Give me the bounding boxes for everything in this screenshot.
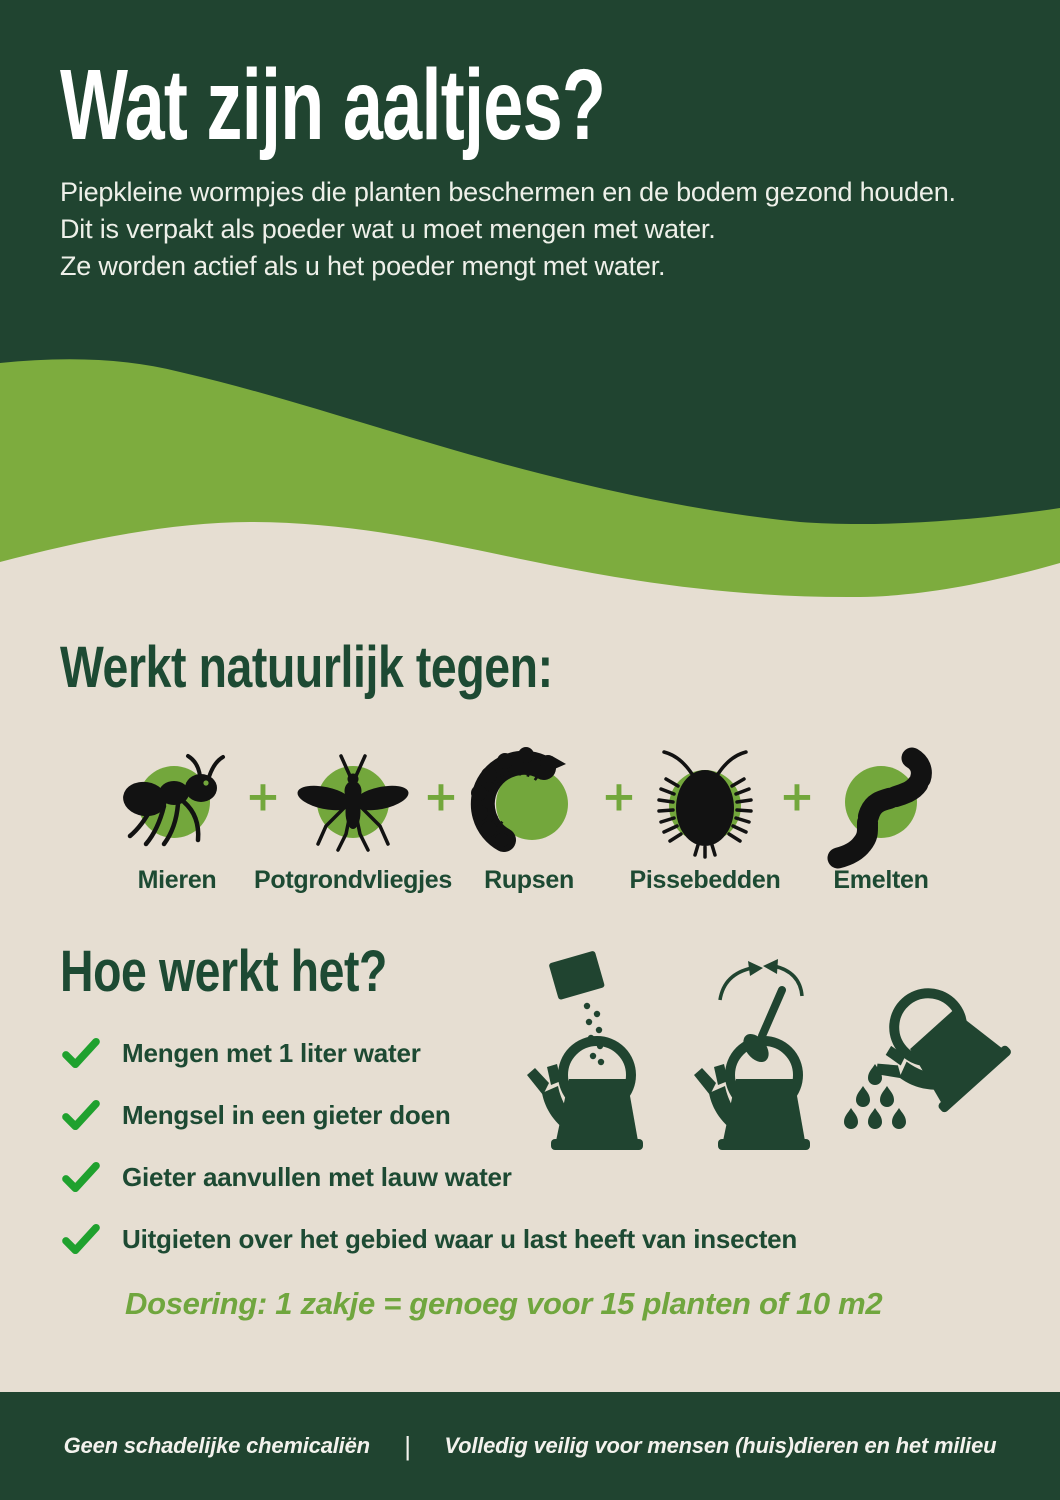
footer-divider: | (403, 1430, 411, 1461)
pest-label: Rupsen (484, 866, 574, 894)
pour-powder-into-can-icon (523, 948, 668, 1153)
pouring-watering-can-icon (845, 945, 1020, 1140)
pest-row (89, 744, 969, 895)
checkmark-icon (62, 1099, 100, 1131)
checkmark-icon (62, 1037, 100, 1069)
step-label: Mengsel in een gieter doen (122, 1099, 451, 1130)
dosage-note: Dosering: 1 zakje = genoeg voor 15 planten of 10 m2 (125, 1286, 883, 1321)
pest-label: Mieren (137, 866, 217, 894)
leatherjacket-icon (816, 744, 946, 862)
fungus-gnat-icon (288, 744, 418, 862)
pest-label: Potgrondvliegjes (254, 866, 453, 894)
footer-bar (0, 1392, 1060, 1500)
footer-claim-left: Geen schadelijke chemicaliën (63, 1433, 370, 1458)
intro-line: Ze worden actief als u het poeder mengt met water. (60, 251, 666, 281)
woodlouse-icon (640, 744, 770, 862)
pest-item-potgrondvliegjes (254, 744, 453, 895)
pest-item-emelten (793, 744, 969, 895)
how-it-works-heading: Hoe werkt het? (60, 939, 387, 1004)
footer-claim-right: Volledig veilig voor mensen (huis)dieren en het milieu (444, 1433, 997, 1458)
pest-item-rupsen (441, 744, 617, 895)
checkmark-icon (62, 1161, 100, 1193)
step-label: Uitgieten over het gebied waar u last heeft van insecten (122, 1223, 798, 1254)
intro-line: Dit is verpakt als poeder wat u moet mengen met water. (60, 214, 716, 244)
checkmark-icon (62, 1223, 100, 1255)
header (60, 50, 1000, 285)
plus-separator: + (423, 771, 459, 821)
step-label: Mengen met 1 liter water (122, 1037, 421, 1068)
caterpillar-icon (464, 744, 594, 862)
plus-separator: + (601, 771, 637, 821)
step-label: Gieter aanvullen met lauw water (122, 1161, 512, 1192)
pest-item-pissebedden (617, 744, 793, 895)
step-item (62, 1084, 797, 1146)
intro-line: Piepkleine wormpjes die planten beschermen en de bodem gezond houden. (60, 177, 956, 207)
pest-label: Emelten (833, 866, 929, 894)
step-item (62, 1022, 797, 1084)
plus-separator: + (245, 771, 281, 821)
works-against-heading: Werkt natuurlijk tegen: (60, 635, 553, 700)
steps-list (62, 1022, 797, 1270)
pest-item-mieren (89, 744, 265, 895)
intro-text (60, 174, 1000, 285)
step-item (62, 1146, 797, 1208)
stir-mixture-icon (690, 948, 835, 1153)
page-title: Wat zijn aaltjes? (60, 49, 606, 161)
pest-label: Pissebedden (629, 866, 781, 894)
plus-separator: + (779, 771, 815, 821)
ant-icon (112, 744, 242, 862)
step-item (62, 1208, 797, 1270)
